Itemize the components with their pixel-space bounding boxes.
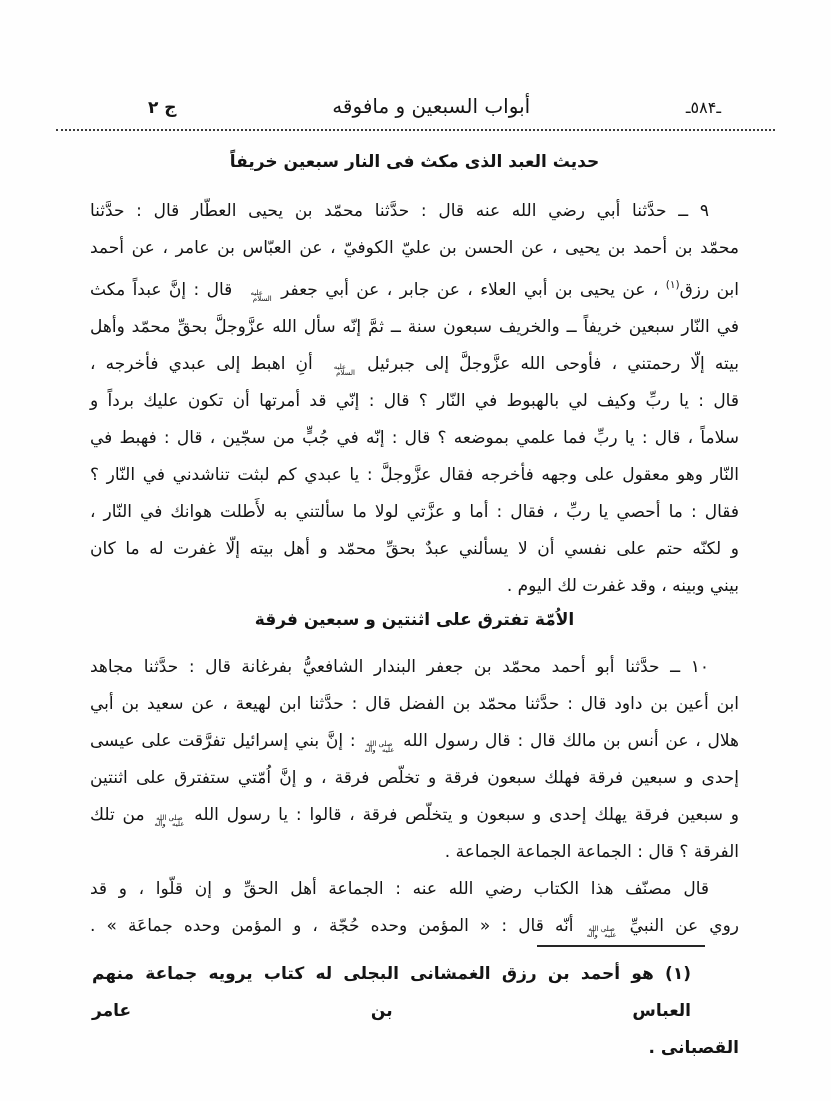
hadith10-line: ابن أعين بن داود قال : حدَّثنا محمّد بن الفضل قال : حدَّثنا ابن لهيعة ، عن سعيد بن أبي xyxy=(90,694,739,714)
footnote xyxy=(92,956,739,1067)
hadith9-line: بيته إلّا رحمتني ، فأوحى الله عزَّوجلَّ إلى جبرئيل عليه السلام أنِ اهبط إلى عبدي فأخرجه ، xyxy=(90,354,739,377)
hadith9-line: ابن رزق$^{(١)}$ ، عن يحيى بن أبي العلاء ، عن جابر ، عن أبي جعفر عليه السلام قال : إنَّ عبداً مكث xyxy=(90,279,740,303)
section-heading-2: الاُمّة تفترق على اثنتين و سبعين فرقة xyxy=(254,610,575,630)
author-comment-line: روي عن النبيِّ صلى الله عليه وآله أنّه قال : « المؤمن وحده حُجّة ، و المؤمن وحده جماعَة » . xyxy=(90,916,739,939)
running-title: أبواب السبعين و مافوقه xyxy=(332,94,531,118)
hadith9-line: قال : يا ربِّ وكيف لي بالهبوط في النّار ؟ قال : إنّي قد أمرتها أن تكون عليك برداً و xyxy=(90,391,739,411)
hadith9-line: محمّد بن أحمد بن يحيى ، عن الحسن بن عليّ الكوفيّ ، عن العبّاس بن عامر ، عن أحمد xyxy=(90,238,739,258)
hadith10-line: ١٠ ــ حدَّثنا أبو أحمد محمّد بن جعفر البندار الشافعيُّ بفرغانة قال : حدَّثنا مجاهد xyxy=(90,657,709,677)
honorific-stamp: عليه السلام xyxy=(250,288,272,303)
footnote-line: القصبانى . xyxy=(648,1038,739,1058)
page-number: ـ٥٨۴ـ xyxy=(685,98,721,117)
hadith-10-paragraph xyxy=(90,649,739,945)
hadith10-line: هلال ، عن أنس بن مالك قال : قال رسول الله صلى الله عليه وآله : إنَّ بني إسرائيل تفرَّقت على عيسى xyxy=(90,731,739,754)
hadith10-line: إحدى و سبعين فرقة فهلك سبعون فرقة و تخلّص فرقة ، و إنَّ اُمّتي ستفترق على اثنتين xyxy=(90,768,739,788)
header-dotted-rule xyxy=(56,129,775,131)
author-comment-line: قال مصنّف هذا الكتاب رضي الله عنه : الجماعة أهل الحقِّ و إن قلّوا ، و قد xyxy=(90,879,709,899)
hadith9-line: النّار وهو معقول على وجهه فأخرجه فقال عزَّوجلَّ : يا عبدي كم لبثت تناشدني في النّار ؟ xyxy=(90,465,739,485)
hadith9-line: ٩ ــ حدَّثنا أبي رضي الله عنه قال : حدَّثنا محمّد بن يحيى العطّار قال : حدَّثنا xyxy=(90,201,709,221)
page-header xyxy=(60,94,771,118)
honorific-stamp: صلى الله عليه وآله xyxy=(364,739,395,754)
hadith9-line: سلاماً ، قال : يا ربِّ فما علمي بموضعه ؟ قال : إنّه في جُبٍّ من سجّين ، قال : فهبط في xyxy=(90,428,739,448)
hadith9-line: في النّار سبعين خريفاً ــ والخريف سبعون سنة ــ ثمَّ إنّه سأل الله عزَّوجلَّ بحقِّ محمّد وأهل xyxy=(90,317,739,337)
footnote-line: (١) هو أحمد بن رزق الغمشانى البجلى له كتاب يرويه جماعة منهم العباس بن عامر xyxy=(92,964,691,1021)
footnote-ref-marker: (١) xyxy=(665,279,680,291)
volume-label: ج ٢ xyxy=(148,98,177,118)
hadith9-line: و لكنّه حتم على نفسي أن لا يسألني عبدٌ بحقِّ محمّد و أهل بيته إلّا غفرت له ما كان xyxy=(90,539,739,559)
section-heading-1: حديث العبد الذى مكث فى النار سبعين خريفاً xyxy=(229,152,600,172)
honorific-stamp: صلى الله عليه وآله xyxy=(154,813,185,828)
footnote-separator-rule xyxy=(537,945,705,947)
hadith-9-paragraph xyxy=(90,193,739,605)
hadith10-line: و سبعين فرقة يهلك إحدى و سبعون و يتخلّص فرقة ، قالوا : يا رسول الله صلى الله عليه وآله من تلك xyxy=(90,805,739,828)
hadith10-line: الفرقة ؟ قال : الجماعة الجماعة الجماعة . xyxy=(444,842,739,862)
honorific-stamp: عليه السلام xyxy=(333,362,355,377)
honorific-stamp: صلى الله عليه وآله xyxy=(586,924,617,939)
hadith9-line: فقال : ما أحصي يا ربِّ ، فقال : أما و عزَّتي لولا ما سألتني به لأَطلت هوانك في النّار ، xyxy=(90,502,739,522)
hadith9-line: بيني وبينه ، وقد غفرت لك اليوم . xyxy=(506,576,739,596)
